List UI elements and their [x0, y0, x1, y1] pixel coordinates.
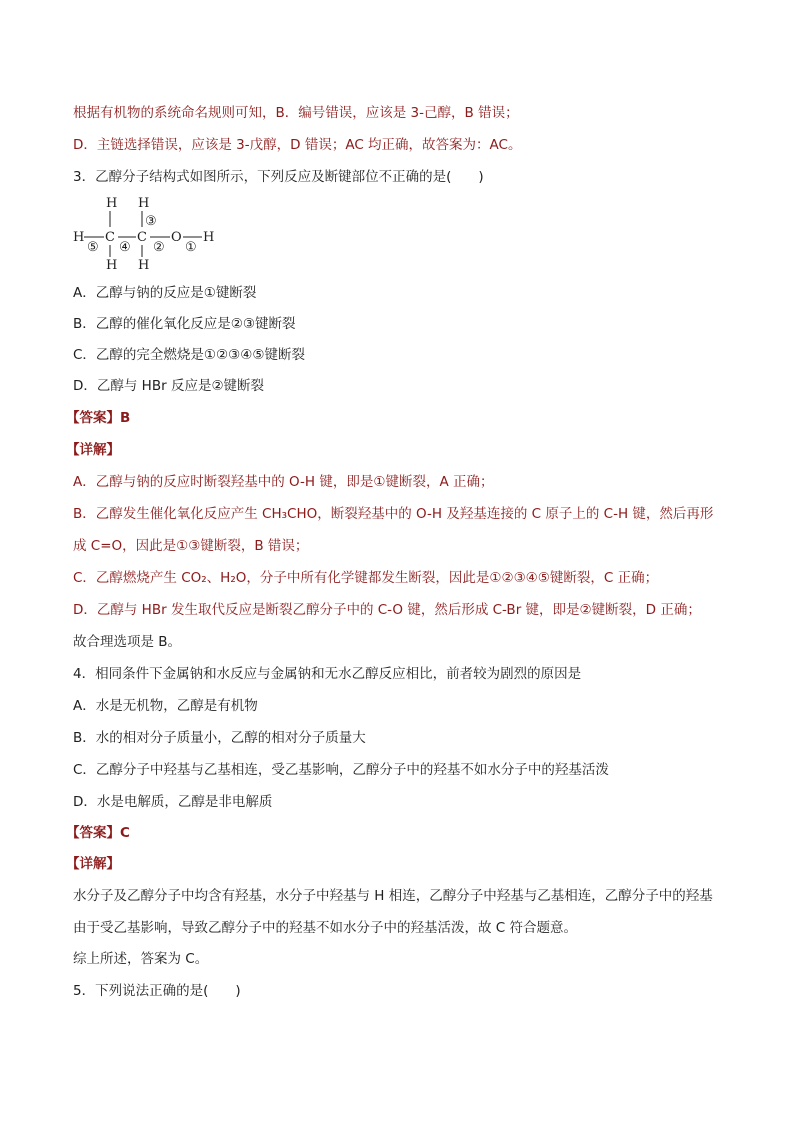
bond-label-5: ⑤: [87, 240, 99, 255]
question-3-detail-line-4: C．乙醇燃烧产生 CO₂、H₂O，分子中所有化学键都发生断裂，因此是①②③④⑤键断裂，C 正确；: [73, 570, 659, 586]
atom-h-right: H: [203, 230, 215, 245]
question-3-detail-line-2: B．乙醇发生催化氧化反应产生 CH₃CHO，断裂羟基中的 O-H 及羟基连接的 C 原子上的 C-H 键，然后再形: [73, 506, 714, 522]
question-3-detail-line-5: D．乙醇与 HBr 发生取代反应是断裂乙醇分子中的 C-O 键，然后形成 C-Br 键，即是②键断裂，D 正确；: [73, 602, 701, 618]
question-4-detail-paragraph: 水分子及乙醇分子中均含有羟基，水分子中羟基与 H 相连，乙醇分子中羟基与乙基相连，乙醇分子中的羟基由于受乙基影响，导致乙醇分子中的羟基不如水分子中的羟基活泼，故 C 符合题意。: [73, 888, 713, 936]
question-3-option-d: D．乙醇与 HBr 反应是②键断裂: [73, 378, 265, 394]
question-4-option-c: C．乙醇分子中羟基与乙基相连，受乙基影响，乙醇分子中的羟基不如水分子中的羟基活泼: [73, 762, 609, 778]
atom-h-top-left: H: [106, 196, 118, 211]
atom-h-bottom-right: H: [138, 258, 150, 273]
atom-o: O: [171, 230, 182, 245]
prev-explanation-line-2: D．主链选择错误，应该是 3-戊醇，D 错误；AC 均正确，故答案为：AC。: [73, 137, 522, 153]
prev-explanation-line-1: 根据有机物的系统命名规则可知，B．编号错误，应该是 3-己醇，B 错误；: [73, 105, 519, 121]
question-4-summary: 综上所述，答案为 C。: [73, 951, 209, 967]
question-4-answer: 【答案】C: [66, 825, 130, 841]
question-3-stem: 3．乙醇分子结构式如图所示，下列反应及断键部位不正确的是( ): [73, 169, 484, 185]
question-3-option-a: A．乙醇与钠的反应是①键断裂: [73, 285, 257, 301]
question-3-conclusion: 故合理选项是 B。: [73, 634, 182, 650]
atom-c-2: C: [137, 230, 147, 245]
question-3-detail-line-1: A．乙醇与钠的反应时断裂羟基中的 O-H 键，即是①键断裂，A 正确；: [73, 474, 494, 490]
atom-c-1: C: [105, 230, 115, 245]
ethanol-structural-formula: [70, 193, 230, 275]
bond-label-4: ④: [119, 240, 131, 255]
bond-label-1: ①: [185, 240, 197, 255]
question-3-detail-title: 【详解】: [66, 442, 120, 458]
question-3-option-c: C．乙醇的完全燃烧是①②③④⑤键断裂: [73, 347, 305, 363]
question-3-detail-line-3: 成 C=O，因此是①③键断裂，B 错误；: [73, 538, 309, 554]
atom-h-left: H: [73, 230, 85, 245]
atom-h-top-right: H: [138, 196, 150, 211]
question-3-answer: 【答案】B: [66, 410, 131, 426]
atom-h-bottom-left: H: [106, 258, 118, 273]
bond-label-3: ③: [145, 214, 157, 229]
question-4-option-d: D．水是电解质，乙醇是非电解质: [73, 794, 273, 810]
question-3-option-b: B．乙醇的催化氧化反应是②③键断裂: [73, 316, 296, 332]
question-4-detail-title: 【详解】: [66, 856, 120, 872]
question-5-stem: 5．下列说法正确的是( ): [73, 983, 241, 999]
question-4-option-a: A．水是无机物，乙醇是有机物: [73, 698, 258, 714]
question-4-stem: 4．相同条件下金属钠和水反应与金属钠和无水乙醇反应相比，前者较为剧烈的原因是: [73, 666, 582, 682]
bond-label-2: ②: [153, 240, 165, 255]
question-4-option-b: B．水的相对分子质量小，乙醇的相对分子质量大: [73, 730, 366, 746]
